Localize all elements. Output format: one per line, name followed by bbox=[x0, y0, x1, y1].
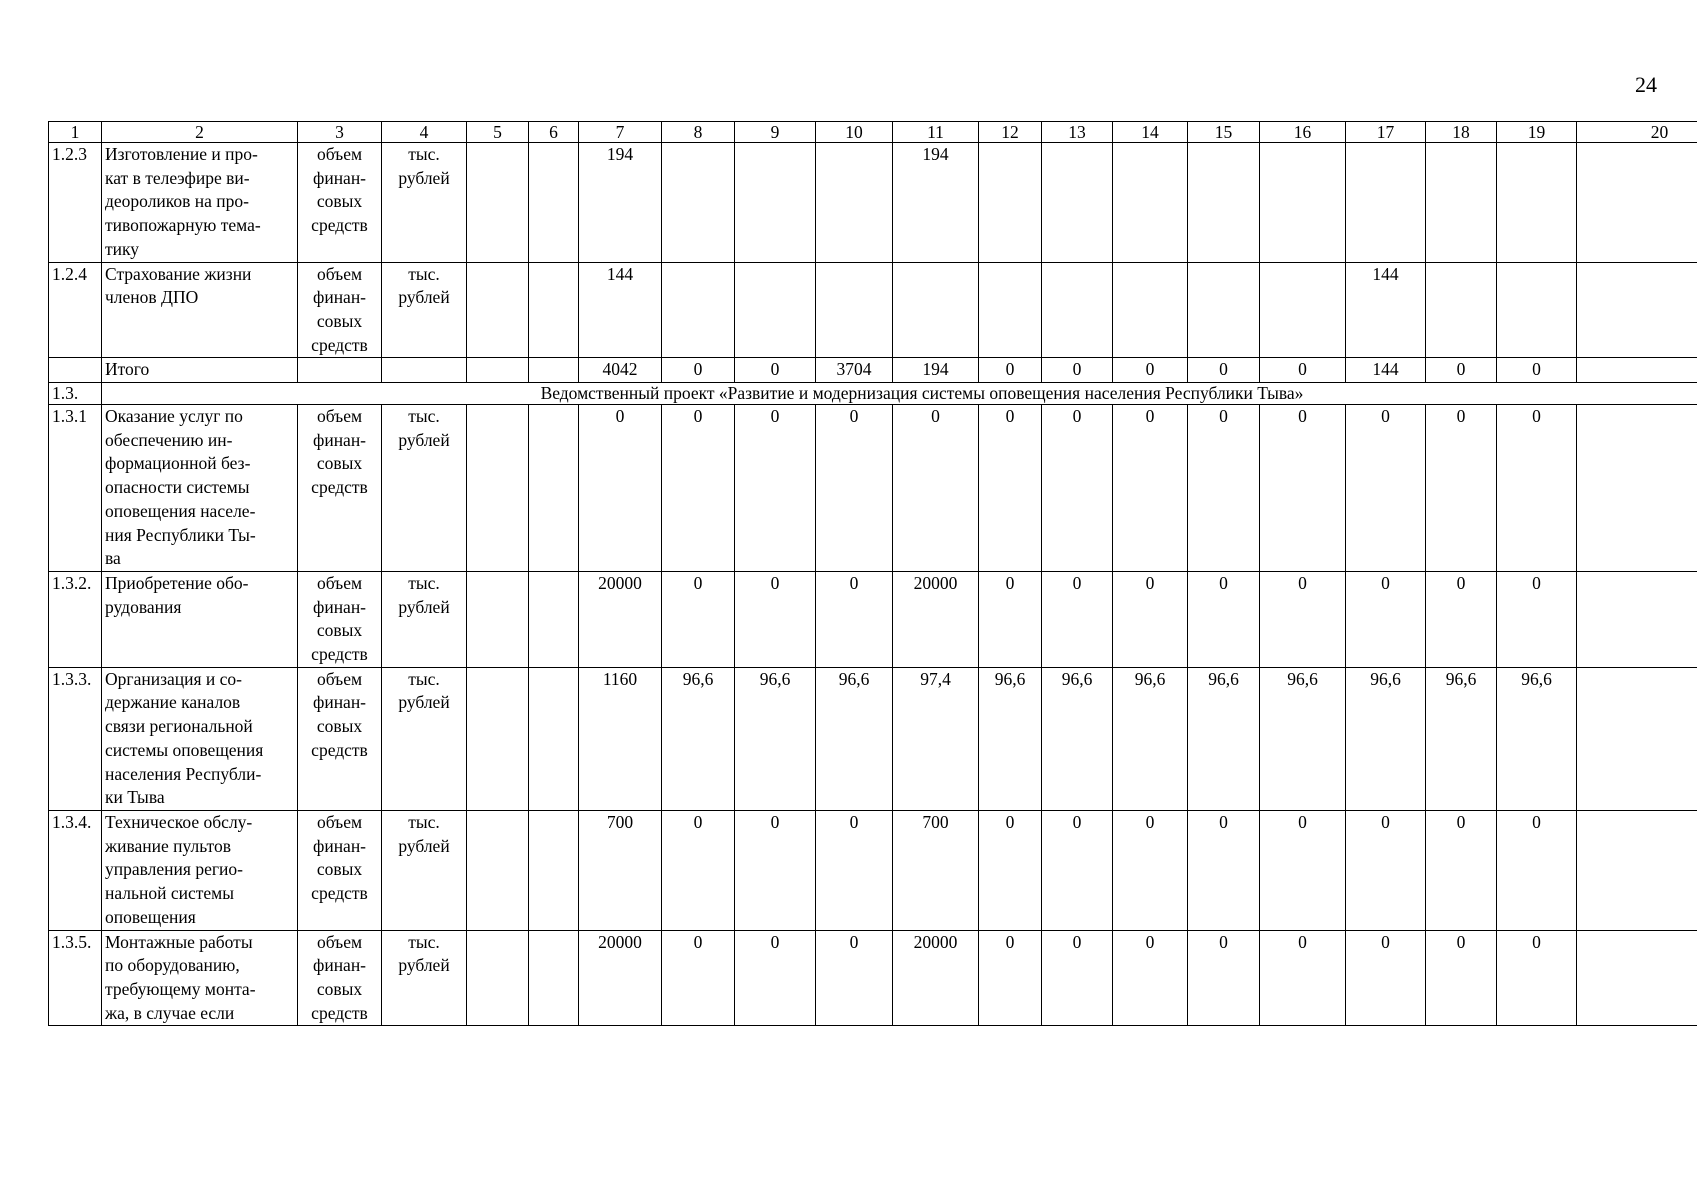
event-name-line: деороликов на про- bbox=[105, 191, 249, 212]
value-cell-col-5 bbox=[467, 571, 529, 667]
value-cell-col-7: 700 bbox=[579, 810, 662, 930]
event-name-line: оповещения населе- bbox=[105, 500, 256, 521]
event-name-line: связи региональной bbox=[105, 716, 253, 737]
value-cell-col-17: 144 bbox=[1346, 262, 1426, 358]
indicator-line: финан- bbox=[312, 955, 367, 976]
value-cell-col-16: 0 bbox=[1260, 571, 1346, 667]
page-number: 24 bbox=[1635, 72, 1657, 97]
event-name-line: требующему монта- bbox=[105, 978, 256, 999]
column-number: 17 bbox=[1346, 122, 1426, 143]
column-number: 6 bbox=[529, 122, 579, 143]
event-name-line: ния Республики Ты- bbox=[105, 524, 256, 545]
total-row bbox=[49, 358, 1697, 383]
indicator-line: финан- bbox=[312, 429, 367, 450]
value-cell-col-17: 0 bbox=[1346, 810, 1426, 930]
value-cell-col-18: 0 bbox=[1426, 358, 1497, 383]
event-name-line: тивопожарную тема- bbox=[105, 215, 261, 236]
event-name-line: кат в телеэфире ви- bbox=[105, 167, 250, 188]
unit bbox=[382, 571, 467, 667]
value-cell-col-10: 96,6 bbox=[816, 667, 893, 810]
column-number-row bbox=[49, 122, 1697, 143]
value-cell-col-11: 0 bbox=[893, 405, 979, 572]
indicator-line: совых bbox=[316, 859, 363, 880]
value-cell-col-10: 0 bbox=[816, 405, 893, 572]
row-number: 1.3.2. bbox=[49, 571, 102, 667]
indicator-line: объем bbox=[316, 406, 363, 427]
row-number: 1.2.3 bbox=[49, 143, 102, 263]
unit-line: рублей bbox=[398, 835, 450, 856]
value-cell-col-9: 0 bbox=[735, 358, 816, 383]
value-cell-col-11: 97,4 bbox=[893, 667, 979, 810]
event-name-line: системы оповещения bbox=[105, 739, 264, 760]
value-cell-col-9: 96,6 bbox=[735, 667, 816, 810]
value-cell-col-13: 0 bbox=[1042, 571, 1113, 667]
value-cell-col-9 bbox=[735, 143, 816, 263]
indicator-line: средств bbox=[311, 215, 368, 236]
value-cell-col-9: 0 bbox=[735, 930, 816, 1026]
value-cell-col-19 bbox=[1497, 262, 1577, 358]
value-cell-col-10: 3704 bbox=[816, 358, 893, 383]
value-cell-col-11: 194 bbox=[893, 143, 979, 263]
value-cell-col-5 bbox=[467, 358, 529, 383]
unit-line: тыс. bbox=[408, 811, 440, 832]
value-cell-col-15: 0 bbox=[1188, 810, 1260, 930]
unit-line: тыс. bbox=[408, 668, 440, 689]
value-cell-col-8: 0 bbox=[662, 405, 735, 572]
indicator-line: объем bbox=[316, 668, 363, 689]
value-cell-col-16: 96,6 bbox=[1260, 667, 1346, 810]
column-number: 14 bbox=[1113, 122, 1188, 143]
event-name-line: рудования bbox=[105, 596, 182, 617]
value-cell-col-18: 0 bbox=[1426, 930, 1497, 1026]
value-cell-col-18 bbox=[1426, 143, 1497, 263]
column-number: 15 bbox=[1188, 122, 1260, 143]
event-name-line: держание каналов bbox=[105, 692, 241, 713]
value-cell-col-11: 20000 bbox=[893, 930, 979, 1026]
unit-line: рублей bbox=[398, 692, 450, 713]
value-cell-col-18: 0 bbox=[1426, 571, 1497, 667]
event-name-line: Монтажные работы bbox=[105, 931, 253, 952]
value-cell-col-17: 0 bbox=[1346, 405, 1426, 572]
value-cell-col-13: 0 bbox=[1042, 810, 1113, 930]
value-cell-col-11: 194 bbox=[893, 358, 979, 383]
indicator-line: финан- bbox=[312, 835, 367, 856]
column-number: 13 bbox=[1042, 122, 1113, 143]
value-cell-col-8 bbox=[662, 262, 735, 358]
column-number: 11 bbox=[893, 122, 979, 143]
unit-line: рублей bbox=[398, 429, 450, 450]
column-number: 2 bbox=[102, 122, 298, 143]
indicator-line: средств bbox=[311, 334, 368, 355]
value-cell-col-17: 144 bbox=[1346, 358, 1426, 383]
row-number: 1.3.1 bbox=[49, 405, 102, 572]
value-cell-col-7: 4042 bbox=[579, 358, 662, 383]
event-name bbox=[102, 143, 298, 263]
value-cell-col-7: 144 bbox=[579, 262, 662, 358]
value-cell-col-12: 0 bbox=[979, 930, 1042, 1026]
value-cell-col-14: 96,6 bbox=[1113, 667, 1188, 810]
value-cell-col-17: 0 bbox=[1346, 930, 1426, 1026]
value-cell-col-15: 0 bbox=[1188, 358, 1260, 383]
unit-line: тыс. bbox=[408, 144, 440, 164]
value-cell-col-6 bbox=[529, 667, 579, 810]
indicator-line: средств bbox=[311, 644, 368, 665]
value-cell-col-5 bbox=[467, 810, 529, 930]
event-name-line: Итого bbox=[105, 359, 150, 380]
value-cell-col-12 bbox=[979, 143, 1042, 263]
value-cell-col-18 bbox=[1426, 262, 1497, 358]
value-cell-col-20 bbox=[1577, 405, 1697, 572]
value-cell-col-19: 96,6 bbox=[1497, 667, 1577, 810]
table-row bbox=[49, 262, 1697, 358]
value-cell-col-18: 96,6 bbox=[1426, 667, 1497, 810]
value-cell-col-16 bbox=[1260, 262, 1346, 358]
value-cell-col-6 bbox=[529, 143, 579, 263]
value-cell-col-6 bbox=[529, 810, 579, 930]
event-name-line: обеспечению ин- bbox=[105, 429, 233, 450]
unit bbox=[382, 143, 467, 263]
value-cell-col-14: 0 bbox=[1113, 571, 1188, 667]
value-cell-col-20 bbox=[1577, 571, 1697, 667]
value-cell-col-6 bbox=[529, 571, 579, 667]
value-cell-col-7: 20000 bbox=[579, 571, 662, 667]
value-cell-col-19: 0 bbox=[1497, 571, 1577, 667]
indicator-line: совых bbox=[316, 716, 363, 737]
unit-line: рублей bbox=[398, 596, 450, 617]
value-cell-col-20 bbox=[1577, 810, 1697, 930]
value-cell-col-9: 0 bbox=[735, 571, 816, 667]
event-name bbox=[102, 571, 298, 667]
value-cell-col-15: 0 bbox=[1188, 571, 1260, 667]
event-name bbox=[102, 667, 298, 810]
value-cell-col-20 bbox=[1577, 358, 1697, 383]
event-name-line: нальной системы bbox=[105, 883, 235, 904]
column-number: 4 bbox=[382, 122, 467, 143]
value-cell-col-8: 0 bbox=[662, 358, 735, 383]
value-cell-col-11 bbox=[893, 262, 979, 358]
event-name-line: тику bbox=[105, 238, 140, 259]
value-cell-col-13 bbox=[1042, 262, 1113, 358]
value-cell-col-20 bbox=[1577, 667, 1697, 810]
unit-line: рублей bbox=[398, 955, 450, 976]
value-cell-col-6 bbox=[529, 930, 579, 1026]
unit-line: тыс. bbox=[408, 931, 440, 952]
column-number: 18 bbox=[1426, 122, 1497, 143]
event-name-line: Оказание услуг по bbox=[105, 406, 243, 427]
value-cell-col-15: 0 bbox=[1188, 405, 1260, 572]
value-cell-col-19 bbox=[1497, 143, 1577, 263]
row-number: 1.3.3. bbox=[49, 667, 102, 810]
value-cell-col-15 bbox=[1188, 143, 1260, 263]
value-cell-col-17: 96,6 bbox=[1346, 667, 1426, 810]
value-cell-col-16: 0 bbox=[1260, 405, 1346, 572]
indicator-line: объем bbox=[316, 931, 363, 952]
value-cell-col-20 bbox=[1577, 143, 1697, 263]
value-cell-col-8: 96,6 bbox=[662, 667, 735, 810]
value-cell-col-9 bbox=[735, 262, 816, 358]
indicator bbox=[298, 930, 382, 1026]
event-name-line: ва bbox=[105, 548, 121, 569]
value-cell-col-12: 0 bbox=[979, 571, 1042, 667]
indicator-line: совых bbox=[316, 620, 363, 641]
indicator-line: совых bbox=[316, 978, 363, 999]
value-cell-col-5 bbox=[467, 930, 529, 1026]
value-cell-col-12: 0 bbox=[979, 810, 1042, 930]
value-cell-col-13: 96,6 bbox=[1042, 667, 1113, 810]
value-cell-col-14: 0 bbox=[1113, 405, 1188, 572]
section-title: Ведомственный проект «Развитие и модернизация системы оповещения населения Республики Тыва» bbox=[102, 383, 1697, 405]
event-name bbox=[102, 262, 298, 358]
value-cell-col-8: 0 bbox=[662, 930, 735, 1026]
event-name-line: оповещения bbox=[105, 906, 196, 927]
value-cell-col-6 bbox=[529, 358, 579, 383]
table-row bbox=[49, 667, 1697, 810]
value-cell-col-6 bbox=[529, 262, 579, 358]
value-cell-col-7: 0 bbox=[579, 405, 662, 572]
table-row bbox=[49, 571, 1697, 667]
column-number: 12 bbox=[979, 122, 1042, 143]
value-cell-col-19: 0 bbox=[1497, 810, 1577, 930]
value-cell-col-18: 0 bbox=[1426, 405, 1497, 572]
unit bbox=[382, 667, 467, 810]
indicator-line: средств bbox=[311, 1002, 368, 1023]
column-number: 8 bbox=[662, 122, 735, 143]
table-row bbox=[49, 405, 1697, 572]
unit bbox=[382, 930, 467, 1026]
indicator-line: объем bbox=[316, 572, 363, 593]
value-cell-col-6 bbox=[529, 405, 579, 572]
value-cell-col-14: 0 bbox=[1113, 930, 1188, 1026]
value-cell-col-16 bbox=[1260, 143, 1346, 263]
indicator-line: финан- bbox=[312, 596, 367, 617]
indicator-line: объем bbox=[316, 811, 363, 832]
value-cell-col-9: 0 bbox=[735, 405, 816, 572]
value-cell-col-20 bbox=[1577, 262, 1697, 358]
value-cell-col-14 bbox=[1113, 143, 1188, 263]
value-cell-col-10: 0 bbox=[816, 930, 893, 1026]
unit-line: тыс. bbox=[408, 406, 440, 427]
event-name-line: управления регио- bbox=[105, 859, 243, 880]
value-cell-col-8: 0 bbox=[662, 571, 735, 667]
event-name-line: формационной без- bbox=[105, 453, 251, 474]
indicator bbox=[298, 262, 382, 358]
column-number: 19 bbox=[1497, 122, 1577, 143]
table-row bbox=[49, 810, 1697, 930]
value-cell-col-10 bbox=[816, 143, 893, 263]
column-number: 7 bbox=[579, 122, 662, 143]
event-name-line: живание пультов bbox=[105, 835, 231, 856]
indicator bbox=[298, 667, 382, 810]
indicator bbox=[298, 405, 382, 572]
event-name-line: ки Тыва bbox=[105, 787, 165, 808]
unit bbox=[382, 262, 467, 358]
value-cell-col-13: 0 bbox=[1042, 358, 1113, 383]
indicator-line: финан- bbox=[312, 692, 367, 713]
value-cell-col-15 bbox=[1188, 262, 1260, 358]
row-number: 1.3.5. bbox=[49, 930, 102, 1026]
event-name-line: Организация и со- bbox=[105, 668, 242, 689]
event-name-line: Страхование жизни bbox=[105, 263, 252, 284]
unit bbox=[382, 405, 467, 572]
value-cell-col-12: 96,6 bbox=[979, 667, 1042, 810]
value-cell-col-5 bbox=[467, 667, 529, 810]
section-number: 1.3. bbox=[49, 383, 102, 405]
event-name bbox=[102, 930, 298, 1026]
value-cell-col-13 bbox=[1042, 143, 1113, 263]
value-cell-col-15: 0 bbox=[1188, 930, 1260, 1026]
indicator-line: объем bbox=[316, 144, 363, 164]
indicator-line: средств bbox=[311, 477, 368, 498]
value-cell-col-10: 0 bbox=[816, 571, 893, 667]
value-cell-col-11: 700 bbox=[893, 810, 979, 930]
value-cell-col-16: 0 bbox=[1260, 810, 1346, 930]
value-cell-col-12: 0 bbox=[979, 358, 1042, 383]
event-name-line: населения Республи- bbox=[105, 763, 262, 784]
table-row bbox=[49, 930, 1697, 1026]
value-cell-col-19: 0 bbox=[1497, 405, 1577, 572]
value-cell-col-17: 0 bbox=[1346, 571, 1426, 667]
value-cell-col-16: 0 bbox=[1260, 930, 1346, 1026]
indicator-line: средств bbox=[311, 739, 368, 760]
value-cell-col-18: 0 bbox=[1426, 810, 1497, 930]
unit-line: тыс. bbox=[408, 572, 440, 593]
value-cell-col-14: 0 bbox=[1113, 810, 1188, 930]
column-number: 10 bbox=[816, 122, 893, 143]
indicator-line: совых bbox=[316, 191, 363, 212]
column-number: 1 bbox=[49, 122, 102, 143]
event-name bbox=[102, 405, 298, 572]
event-name-line: жа, в случае если bbox=[105, 1002, 235, 1023]
event-name-line: членов ДПО bbox=[105, 287, 199, 308]
budget-table bbox=[48, 121, 1697, 1026]
indicator bbox=[298, 571, 382, 667]
section-row bbox=[49, 383, 1697, 405]
indicator bbox=[298, 143, 382, 263]
event-name-line: по оборудованию, bbox=[105, 955, 240, 976]
table-row bbox=[49, 143, 1697, 263]
unit-line: рублей bbox=[398, 167, 450, 188]
value-cell-col-13: 0 bbox=[1042, 930, 1113, 1026]
indicator-line: финан- bbox=[312, 167, 367, 188]
indicator-line: объем bbox=[316, 263, 363, 284]
event-name bbox=[102, 358, 298, 383]
value-cell-col-12: 0 bbox=[979, 405, 1042, 572]
indicator bbox=[298, 358, 382, 383]
value-cell-col-13: 0 bbox=[1042, 405, 1113, 572]
column-number: 3 bbox=[298, 122, 382, 143]
event-name-line: Изготовление и про- bbox=[105, 144, 258, 164]
indicator bbox=[298, 810, 382, 930]
event-name-line: Техническое обслу- bbox=[105, 811, 253, 832]
value-cell-col-12 bbox=[979, 262, 1042, 358]
value-cell-col-9: 0 bbox=[735, 810, 816, 930]
unit bbox=[382, 358, 467, 383]
value-cell-col-17 bbox=[1346, 143, 1426, 263]
value-cell-col-10 bbox=[816, 262, 893, 358]
value-cell-col-16: 0 bbox=[1260, 358, 1346, 383]
value-cell-col-10: 0 bbox=[816, 810, 893, 930]
value-cell-col-14 bbox=[1113, 262, 1188, 358]
row-number: 1.3.4. bbox=[49, 810, 102, 930]
value-cell-col-19: 0 bbox=[1497, 930, 1577, 1026]
value-cell-col-8 bbox=[662, 143, 735, 263]
indicator-line: средств bbox=[311, 883, 368, 904]
value-cell-col-15: 96,6 bbox=[1188, 667, 1260, 810]
value-cell-col-5 bbox=[467, 143, 529, 263]
value-cell-col-19: 0 bbox=[1497, 358, 1577, 383]
event-name-line: Приобретение обо- bbox=[105, 572, 249, 593]
indicator-line: финан- bbox=[312, 287, 367, 308]
unit-line: тыс. bbox=[408, 263, 440, 284]
column-number: 16 bbox=[1260, 122, 1346, 143]
value-cell-col-5 bbox=[467, 262, 529, 358]
unit bbox=[382, 810, 467, 930]
value-cell-col-7: 20000 bbox=[579, 930, 662, 1026]
unit-line: рублей bbox=[398, 287, 450, 308]
event-name bbox=[102, 810, 298, 930]
value-cell-col-7: 194 bbox=[579, 143, 662, 263]
value-cell-col-5 bbox=[467, 405, 529, 572]
value-cell-col-11: 20000 bbox=[893, 571, 979, 667]
value-cell-col-20 bbox=[1577, 930, 1697, 1026]
indicator-line: совых bbox=[316, 453, 363, 474]
column-number: 9 bbox=[735, 122, 816, 143]
row-number: 1.2.4 bbox=[49, 262, 102, 358]
value-cell-col-7: 1160 bbox=[579, 667, 662, 810]
column-number: 20 bbox=[1577, 122, 1697, 143]
value-cell-col-14: 0 bbox=[1113, 358, 1188, 383]
indicator-line: совых bbox=[316, 310, 363, 331]
value-cell-col-8: 0 bbox=[662, 810, 735, 930]
row-number bbox=[49, 358, 102, 383]
event-name-line: опасности системы bbox=[105, 477, 250, 498]
column-number: 5 bbox=[467, 122, 529, 143]
